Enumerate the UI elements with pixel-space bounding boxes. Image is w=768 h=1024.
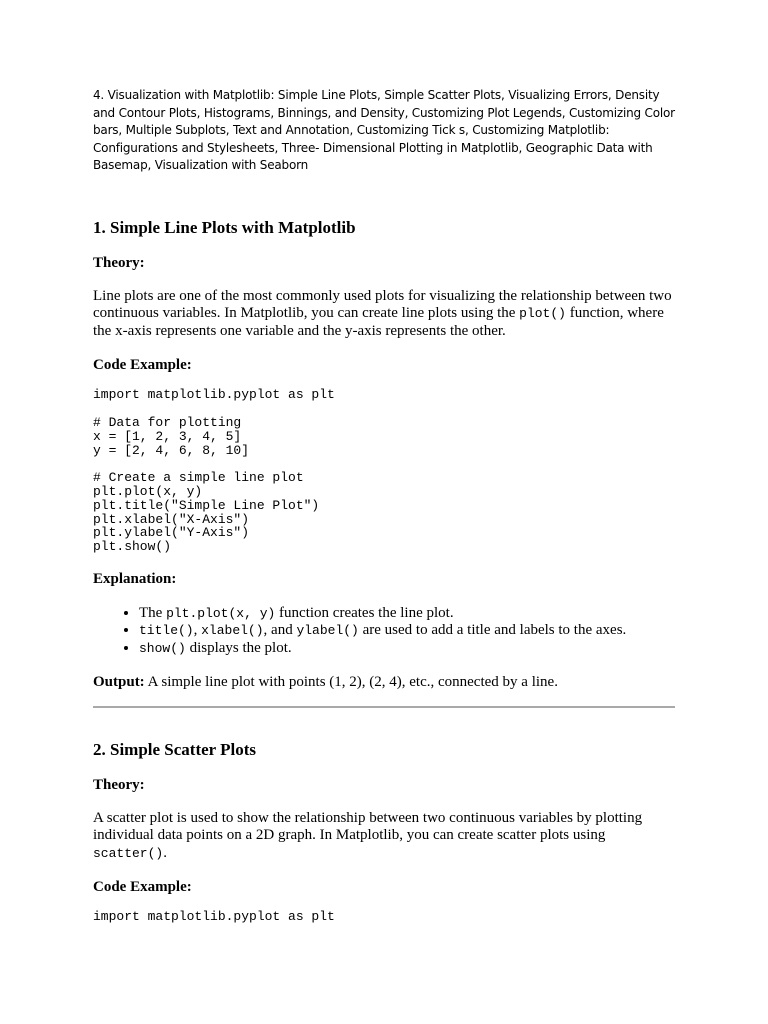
inline-code-scatter: scatter() <box>93 845 164 861</box>
section-2-code-block: import matplotlib.pyplot as plt <box>93 909 335 925</box>
section-1-explanation-label: Explanation: <box>93 571 177 588</box>
list-item: • show() displays the plot. <box>139 640 675 657</box>
list-item: • The plt.plot(x, y) function creates the line plot. <box>139 605 675 622</box>
explanation-list <box>93 605 675 657</box>
section-1-code-label: Code Example: <box>93 357 192 374</box>
section-2-title: 2. Simple Scatter Plots <box>93 739 257 759</box>
section-2-theory-label: Theory: <box>93 776 145 793</box>
section-1-theory-text: Line plots are one of the most commonly used plots for visualizing the relationship between two continuous variables. In Matplotlib, you can create line plots using the plot() function, where the x-axis represents one variable and the y-axis represents the other. <box>93 287 672 339</box>
section-2-code-label: Code Example: <box>93 879 192 896</box>
section-1-theory-label: Theory: <box>93 254 145 271</box>
document-page <box>93 87 675 924</box>
topic-list-intro: 4. Visualization with Matplotlib: Simple Line Plots, Simple Scatter Plots, Visualizing Errors, Density and Contour Plots, Histograms, Binnings, and Density, Customizing Plot Legends, Customizing Color bars, Multiple Subplots, Text and Annotation, Customizing Tick s, Customizing Matplotlib: Configurations and Stylesheets, Three- Dimensional Plotting in Matplotlib, Geographic Data with Basemap, Visualization with Seaborn <box>93 88 675 173</box>
inline-code-plot: plot() <box>519 306 566 322</box>
section-1-output: Output: A simple line plot with points (1, 2), (2, 4), etc., connected by a line. <box>93 674 558 691</box>
list-item: • title(), xlabel(), and ylabel() are used to add a title and labels to the axes. <box>139 622 675 639</box>
section-1-title: 1. Simple Line Plots with Matplotlib <box>93 217 356 237</box>
section-1-code-block: import matplotlib.pyplot as plt # Data for plotting x = [1, 2, 3, 4, 5] y = [2, 4, 6, 8, 10] # Create a simple line plot plt.plot(x, y) plt.title("Simple Line Plot") plt.xlabel("X-Axis") plt.ylabel("Y-Axis") plt.show() <box>93 387 335 555</box>
section-2-theory-text: A scatter plot is used to show the relationship between two continuous variables by plotting individual data points on a 2D graph. In Matplotlib, you can create scatter plots using scatter(). <box>93 809 643 861</box>
output-label: Output: <box>93 674 145 691</box>
